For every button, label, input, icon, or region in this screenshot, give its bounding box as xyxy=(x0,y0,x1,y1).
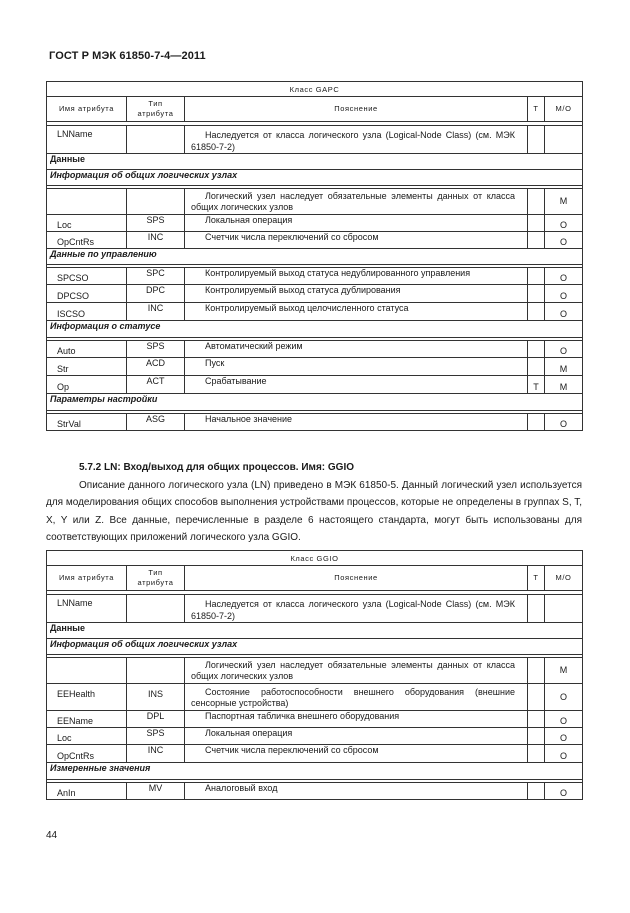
column-header-explanation: Пояснение xyxy=(185,566,528,591)
section-row: Информация об общих логических узлах xyxy=(47,170,583,186)
t-value xyxy=(528,341,545,358)
column-header-t: T xyxy=(528,566,545,591)
attribute-type: DPL xyxy=(127,711,185,728)
attribute-name: EEName xyxy=(47,711,127,728)
attribute-description: Пуск xyxy=(185,358,528,376)
attribute-name: SPCSO xyxy=(47,268,127,285)
table-row xyxy=(47,595,583,623)
section-heading: 5.7.2 LN: Вход/выход для общих процессов. Имя: GGIO xyxy=(79,462,354,473)
t-value xyxy=(528,414,545,431)
table-row xyxy=(47,783,583,800)
mo-value: O xyxy=(545,783,583,800)
mo-value: O xyxy=(545,232,583,249)
document-header: ГОСТ Р МЭК 61850-7-4—2011 xyxy=(49,50,206,62)
t-value xyxy=(528,358,545,376)
attribute-description: Срабатывание xyxy=(185,376,528,394)
mo-value: O xyxy=(545,414,583,431)
attribute-name: Str xyxy=(47,358,127,376)
attribute-type: SPC xyxy=(127,268,185,285)
table-row xyxy=(47,232,583,249)
t-value xyxy=(528,728,545,745)
t-value xyxy=(528,285,545,303)
attribute-description: Контролируемый выход целочисленного статуса xyxy=(185,303,528,321)
attribute-type: ACT xyxy=(127,376,185,394)
attribute-name: DPCSO xyxy=(47,285,127,303)
attribute-type xyxy=(127,595,185,623)
section-row: Информация об общих логических узлах xyxy=(47,639,583,655)
column-header-attribute-name: Имя атрибута xyxy=(47,97,127,122)
column-header-mo: M/O xyxy=(545,97,583,122)
t-value xyxy=(528,745,545,763)
mo-value: O xyxy=(545,728,583,745)
page-number: 44 xyxy=(46,830,58,841)
attribute-name: Loc xyxy=(47,215,127,232)
attribute-description: Логический узел наследует обязательные элементы данных от класса общих логических узлов xyxy=(185,189,528,215)
attribute-description: Счетчик числа переключений со сбросом xyxy=(185,232,528,249)
attribute-type: INC xyxy=(127,303,185,321)
column-header-attribute-type: Тип атрибута xyxy=(127,97,185,122)
mo-value: O xyxy=(545,745,583,763)
attribute-type: DPC xyxy=(127,285,185,303)
attribute-type: SPS xyxy=(127,728,185,745)
mo-value: M xyxy=(545,376,583,394)
mo-value: M xyxy=(545,189,583,215)
table-row xyxy=(47,658,583,684)
attribute-type: ASG xyxy=(127,414,185,431)
attribute-name: ISCSO xyxy=(47,303,127,321)
column-header-attribute-name: Имя атрибута xyxy=(47,566,127,591)
attribute-type: INC xyxy=(127,232,185,249)
table-row xyxy=(47,358,583,376)
column-header-attribute-type: Тип атрибута xyxy=(127,566,185,591)
mo-value: O xyxy=(545,684,583,711)
attribute-name: LNName xyxy=(47,595,127,623)
t-value xyxy=(528,684,545,711)
attribute-description: Локальная операция xyxy=(185,728,528,745)
table-row xyxy=(47,414,583,431)
table-row xyxy=(47,189,583,215)
attribute-description: Состояние работоспособности внешнего оборудования (внешние сенсорные устройства) xyxy=(185,684,528,711)
attribute-type: SPS xyxy=(127,341,185,358)
table-row xyxy=(47,376,583,394)
attribute-name: OpCntRs xyxy=(47,232,127,249)
ggio-class-table xyxy=(46,550,583,800)
table-row xyxy=(47,268,583,285)
section-row: Параметры настройки xyxy=(47,394,583,411)
attribute-name: EEHealth xyxy=(47,684,127,711)
attribute-name: Auto xyxy=(47,341,127,358)
column-header-mo: M/O xyxy=(545,566,583,591)
mo-value: O xyxy=(545,303,583,321)
column-header-t: T xyxy=(528,97,545,122)
section-row: Данные xyxy=(47,154,583,170)
column-header-explanation: Пояснение xyxy=(185,97,528,122)
attribute-name: Loc xyxy=(47,728,127,745)
mo-value: O xyxy=(545,711,583,728)
table-row xyxy=(47,728,583,745)
table-row xyxy=(47,745,583,763)
table-row xyxy=(47,215,583,232)
attribute-description: Наследуется от класса логического узла (Logical-Node Class) (см. МЭК 61850-7-2) xyxy=(185,126,528,154)
t-value xyxy=(528,711,545,728)
t-value xyxy=(528,215,545,232)
attribute-description: Контролируемый выход статуса дублирования xyxy=(185,285,528,303)
t-value xyxy=(528,783,545,800)
t-value xyxy=(528,232,545,249)
attribute-description: Паспортная табличка внешнего оборудования xyxy=(185,711,528,728)
section-row: Измеренные значения xyxy=(47,763,583,780)
table-caption: Класс GGIO xyxy=(47,551,583,566)
attribute-name: OpCntRs xyxy=(47,745,127,763)
table-caption: Класс GAPC xyxy=(47,82,583,97)
mo-value: O xyxy=(545,215,583,232)
attribute-description: Аналоговый вход xyxy=(185,783,528,800)
attribute-type: MV xyxy=(127,783,185,800)
t-value: T xyxy=(528,376,545,394)
attribute-description: Контролируемый выход статуса недублированного управления xyxy=(185,268,528,285)
table-row xyxy=(47,711,583,728)
section-row: Данные xyxy=(47,623,583,639)
attribute-type: ACD xyxy=(127,358,185,376)
attribute-name: AnIn xyxy=(47,783,127,800)
table-row xyxy=(47,303,583,321)
t-value xyxy=(528,303,545,321)
attribute-name: LNName xyxy=(47,126,127,154)
mo-value: O xyxy=(545,285,583,303)
mo-value: O xyxy=(545,341,583,358)
table-row xyxy=(47,341,583,358)
mo-value: M xyxy=(545,658,583,684)
t-value xyxy=(528,268,545,285)
section-text xyxy=(46,459,582,547)
attribute-description: Локальная операция xyxy=(185,215,528,232)
attribute-type: INC xyxy=(127,745,185,763)
attribute-type xyxy=(127,126,185,154)
attribute-description: Начальное значение xyxy=(185,414,528,431)
table-row xyxy=(47,285,583,303)
body-paragraph: Описание данного логического узла (LN) приведено в МЭК 61850-5. Данный логический узел используется для моделирования общих способов выполнения устройствами процессов, которые не определены в группах S, T, X, Y или Z. Все данные, перечисленные в разделе 6 настоящего стандарта, могут быть использованы для соответствующих приложений логического узла GGIO. xyxy=(46,479,582,543)
section-row: Информация о статусе xyxy=(47,321,583,338)
attribute-description: Логический узел наследует обязательные элементы данных от класса общих логических узлов xyxy=(185,658,528,684)
mo-value: M xyxy=(545,358,583,376)
attribute-description: Счетчик числа переключений со сбросом xyxy=(185,745,528,763)
attribute-name: Op xyxy=(47,376,127,394)
table-row xyxy=(47,126,583,154)
section-row: Данные по управлению xyxy=(47,249,583,265)
attribute-type: INS xyxy=(127,684,185,711)
attribute-type: SPS xyxy=(127,215,185,232)
mo-value: O xyxy=(545,268,583,285)
attribute-name: StrVal xyxy=(47,414,127,431)
attribute-description: Автоматический режим xyxy=(185,341,528,358)
attribute-description: Наследуется от класса логического узла (Logical-Node Class) (см. МЭК 61850-7-2) xyxy=(185,595,528,623)
gapc-class-table xyxy=(46,81,583,431)
table-row xyxy=(47,684,583,711)
